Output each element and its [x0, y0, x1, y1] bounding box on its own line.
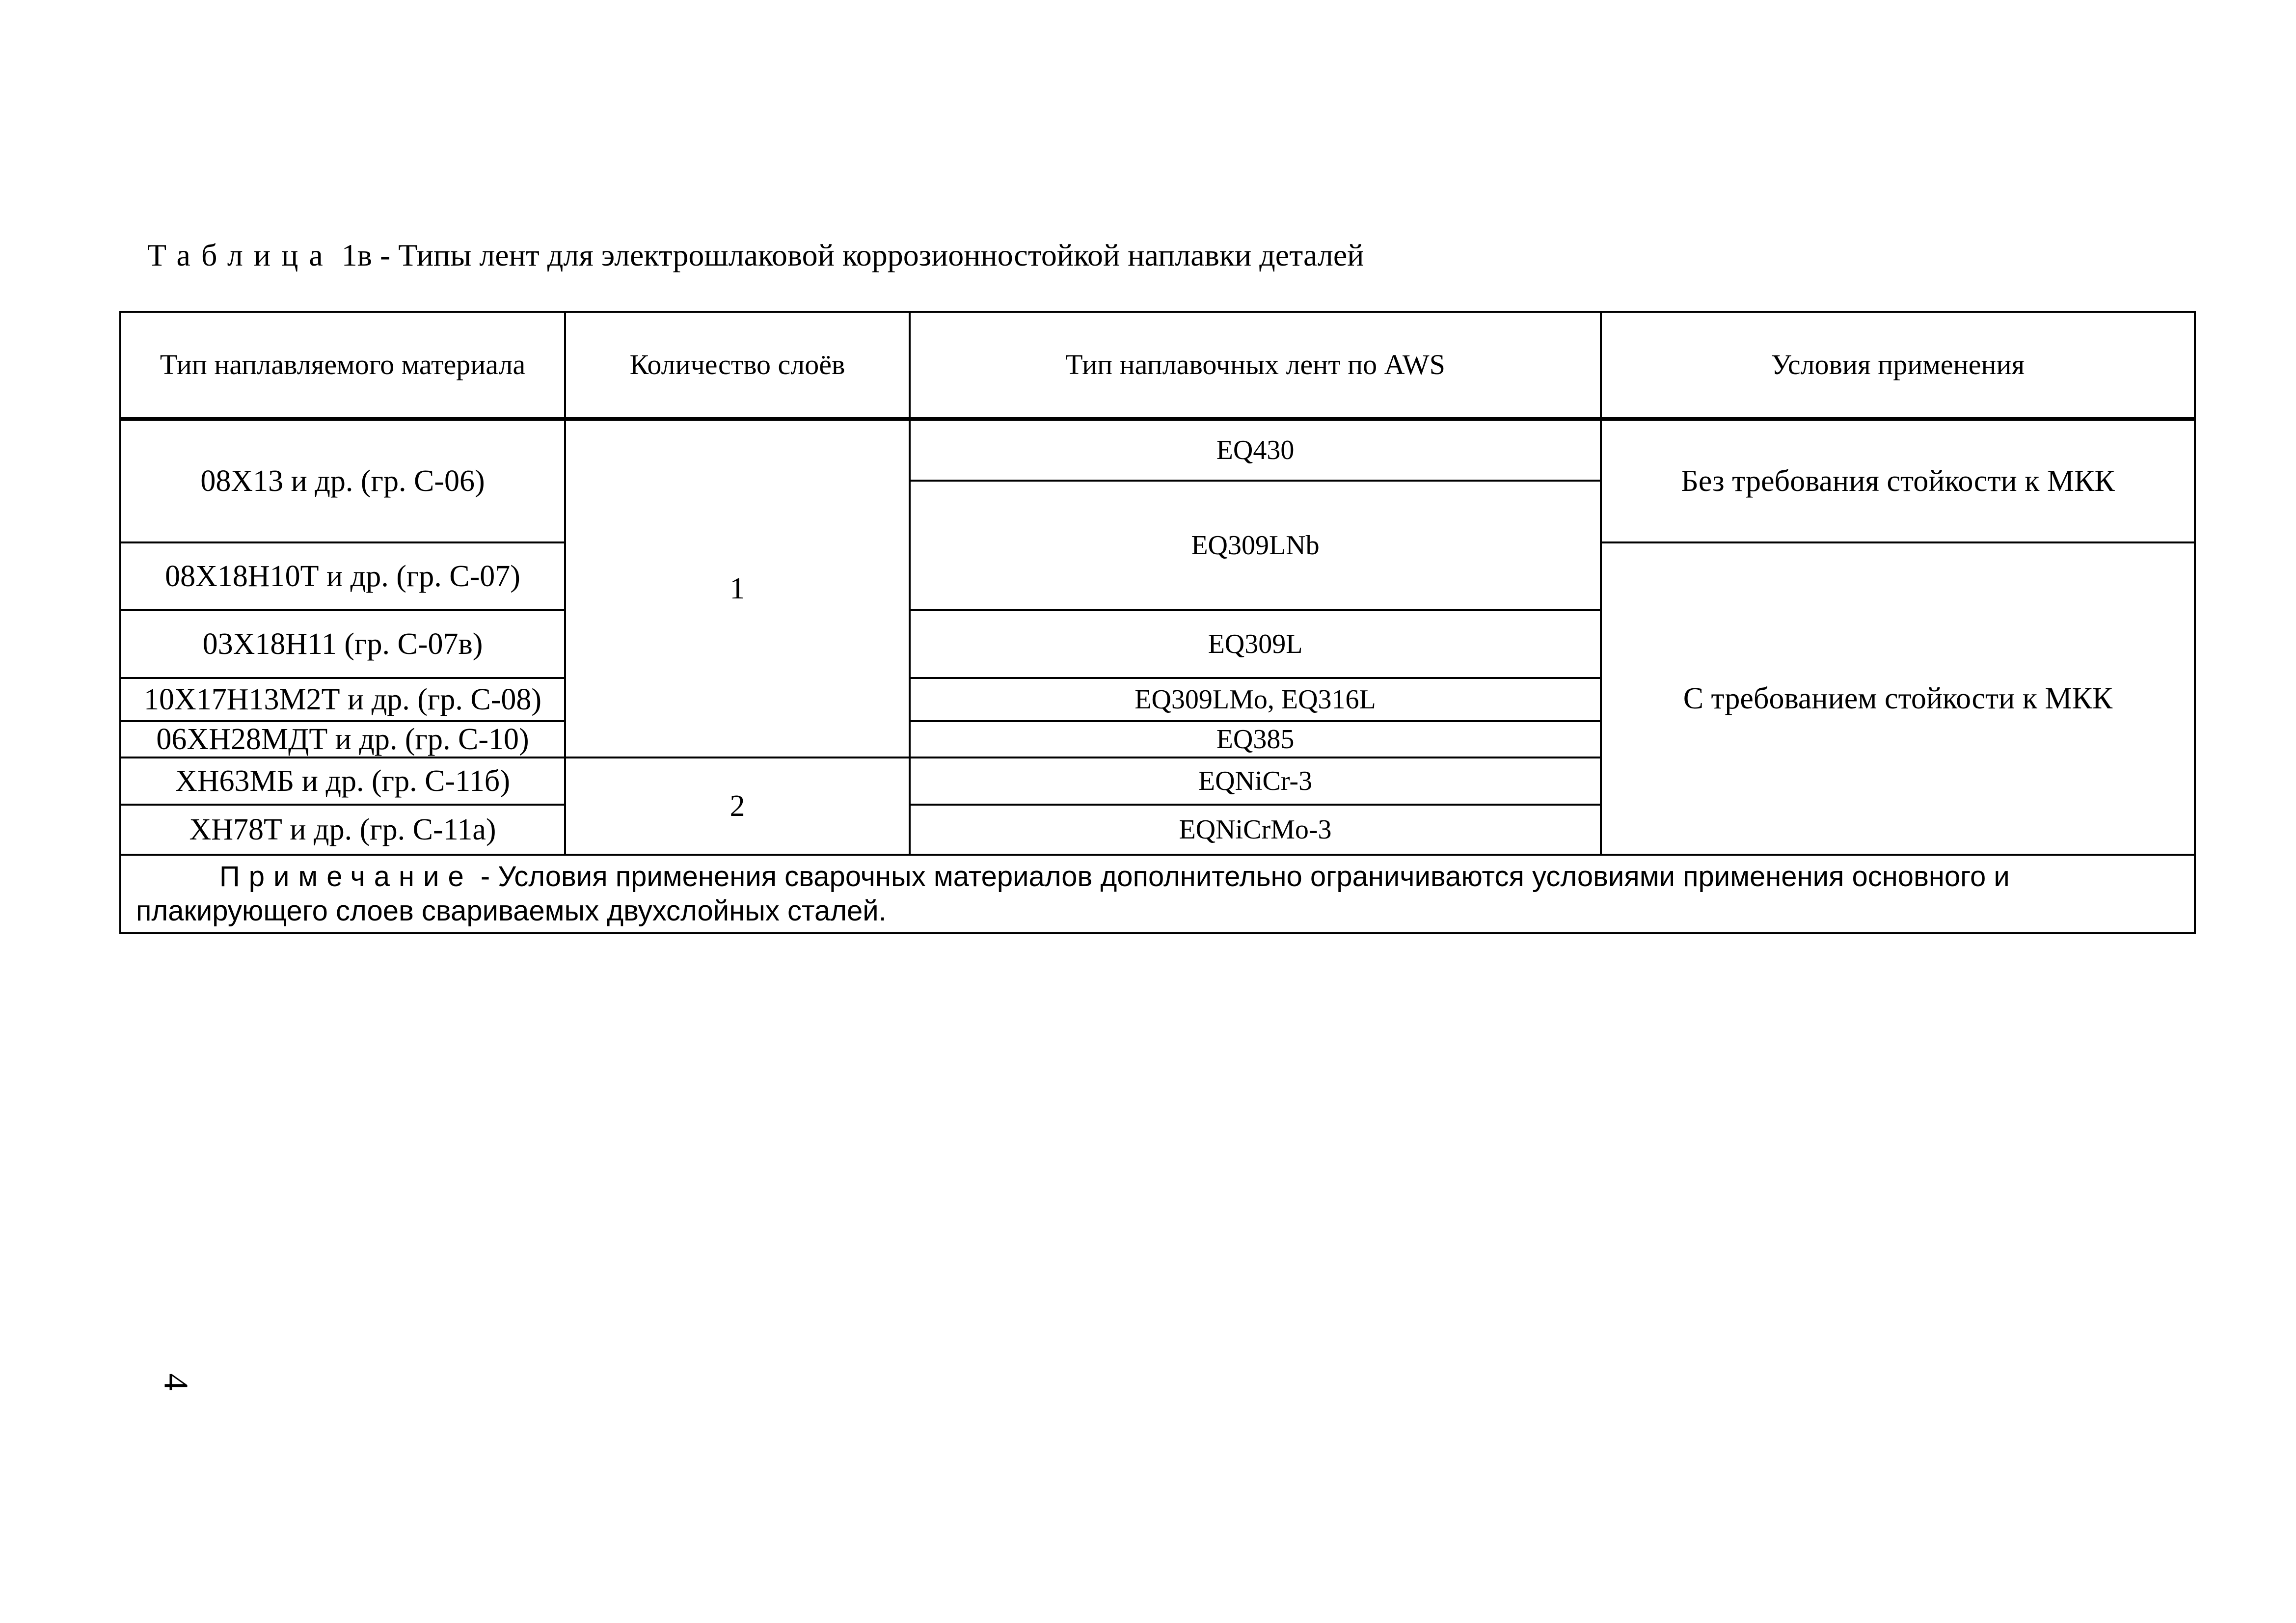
note-label: Примечание	[219, 861, 473, 893]
layers-cell: 2	[565, 757, 910, 855]
material-cell: 08Х13 и др. (гр. С-06)	[120, 419, 565, 542]
tape-cell: EQNiCrMo-3	[910, 805, 1601, 855]
tape-cell: EQNiCr-3	[910, 757, 1601, 805]
material-cell: 06ХН28МДТ и др. (гр. С-10)	[120, 721, 565, 757]
header-conditions: Условия применения	[1601, 312, 2195, 419]
tape-cell: EQ309LNb	[910, 481, 1601, 610]
table-row	[120, 419, 2195, 481]
tape-cell: EQ385	[910, 721, 1601, 757]
caption-number: 1в	[341, 238, 372, 272]
note-text: - Условия применения сварочных материалов дополнительно ограничиваются условиями применения основного и плакирующего слоев свариваемых двухслойных сталей.	[136, 861, 2010, 927]
caption-title: - Типы лент для электрошлаковой коррозионностойкой наплавки деталей	[379, 238, 1364, 272]
caption-label: Таблица	[147, 238, 334, 272]
conditions-cell: Без требования стойкости к МКК	[1601, 419, 2195, 542]
conditions-cell: С требованием стойкости к МКК	[1601, 542, 2195, 855]
tape-cell: EQ309LMo, EQ316L	[910, 678, 1601, 721]
note-row	[120, 855, 2195, 933]
header-layers: Количество слоёв	[565, 312, 910, 419]
tape-cell: EQ430	[910, 419, 1601, 481]
material-cell: ХН78Т и др. (гр. С-11а)	[120, 805, 565, 855]
material-cell: ХН63МБ и др. (гр. С-11б)	[120, 757, 565, 805]
welding-tape-table	[119, 311, 2196, 934]
page-number: 4	[157, 1373, 195, 1391]
table-caption	[147, 236, 1364, 275]
tape-cell: EQ309L	[910, 610, 1601, 678]
header-row	[120, 312, 2195, 419]
table-note	[120, 855, 2195, 933]
material-cell: 03Х18Н11 (гр. С-07в)	[120, 610, 565, 678]
header-material: Тип наплавляемого материала	[120, 312, 565, 419]
header-tape-type: Тип наплавочных лент по AWS	[910, 312, 1601, 419]
layers-cell: 1	[565, 419, 910, 757]
material-cell: 10Х17Н13М2Т и др. (гр. С-08)	[120, 678, 565, 721]
material-cell: 08Х18Н10Т и др. (гр. С-07)	[120, 542, 565, 610]
